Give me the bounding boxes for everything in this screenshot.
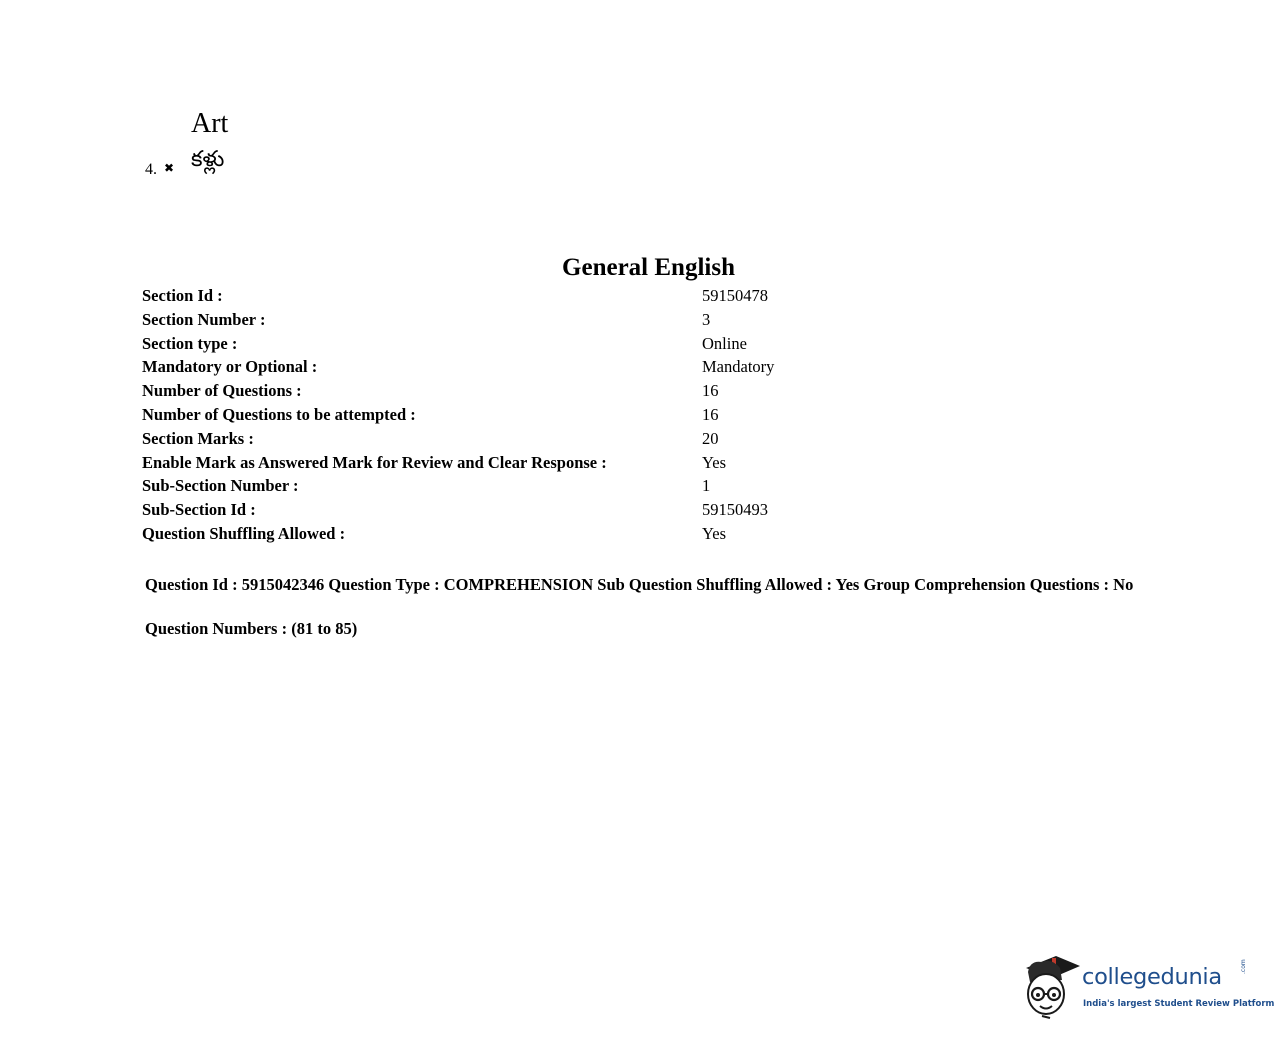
info-row (142, 285, 842, 309)
info-value: 16 (702, 404, 719, 424)
mascot-icon (1022, 950, 1082, 1022)
info-row (142, 452, 842, 476)
option-telugu-text: కళ్లు (191, 147, 225, 172)
info-value: Yes (702, 523, 727, 543)
info-value: 20 (702, 428, 719, 448)
logo-tagline: India's largest Student Review Platform (1083, 999, 1275, 1009)
info-label: Number of Questions : (142, 381, 302, 401)
info-value: Mandatory (702, 357, 775, 377)
question-numbers: Question Numbers : (81 to 85) (145, 619, 358, 638)
info-label: Enable Mark as Answered Mark for Review and Clear Response : (142, 452, 607, 472)
logo-suffix: .com (1240, 959, 1247, 974)
info-label: Sub-Section Id : (142, 500, 256, 520)
info-value: 59150478 (702, 286, 768, 305)
info-label: Section type : (142, 333, 238, 353)
answer-option (145, 108, 445, 188)
info-row (142, 428, 842, 452)
info-value: 59150493 (702, 500, 768, 520)
info-label: Question Shuffling Allowed : (142, 523, 346, 543)
info-label: Sub-Section Number : (142, 476, 299, 496)
info-value: Online (702, 333, 747, 353)
info-row (142, 333, 842, 357)
info-row (142, 404, 842, 428)
info-label: Section Marks : (142, 428, 254, 448)
logo-brand-text: collegedunia (1082, 964, 1222, 990)
info-row (142, 309, 842, 333)
info-label: Section Id : (142, 286, 223, 305)
info-row (142, 523, 842, 547)
option-number: 4. (145, 161, 157, 178)
info-row (142, 356, 842, 380)
info-row (142, 499, 842, 523)
info-value: 3 (702, 309, 711, 329)
incorrect-mark-icon: ✖ (164, 161, 175, 175)
info-label: Mandatory or Optional : (142, 357, 318, 377)
info-label: Number of Questions to be attempted : (142, 404, 416, 424)
option-english-text: Art (191, 108, 229, 139)
collegedunia-logo (1022, 950, 1275, 1022)
info-value: 1 (702, 476, 711, 496)
question-meta: Question Id : 5915042346 Question Type : COMPREHENSION Sub Question Shuffling Allowed : Yes Group Comprehension Questions : No (145, 575, 1134, 594)
info-row (142, 380, 842, 404)
info-row (142, 475, 842, 499)
info-value: Yes (702, 452, 727, 472)
section-info-table (142, 285, 842, 547)
section-title: General English (562, 254, 735, 281)
info-label: Section Number : (142, 309, 266, 329)
info-value: 16 (702, 381, 719, 401)
